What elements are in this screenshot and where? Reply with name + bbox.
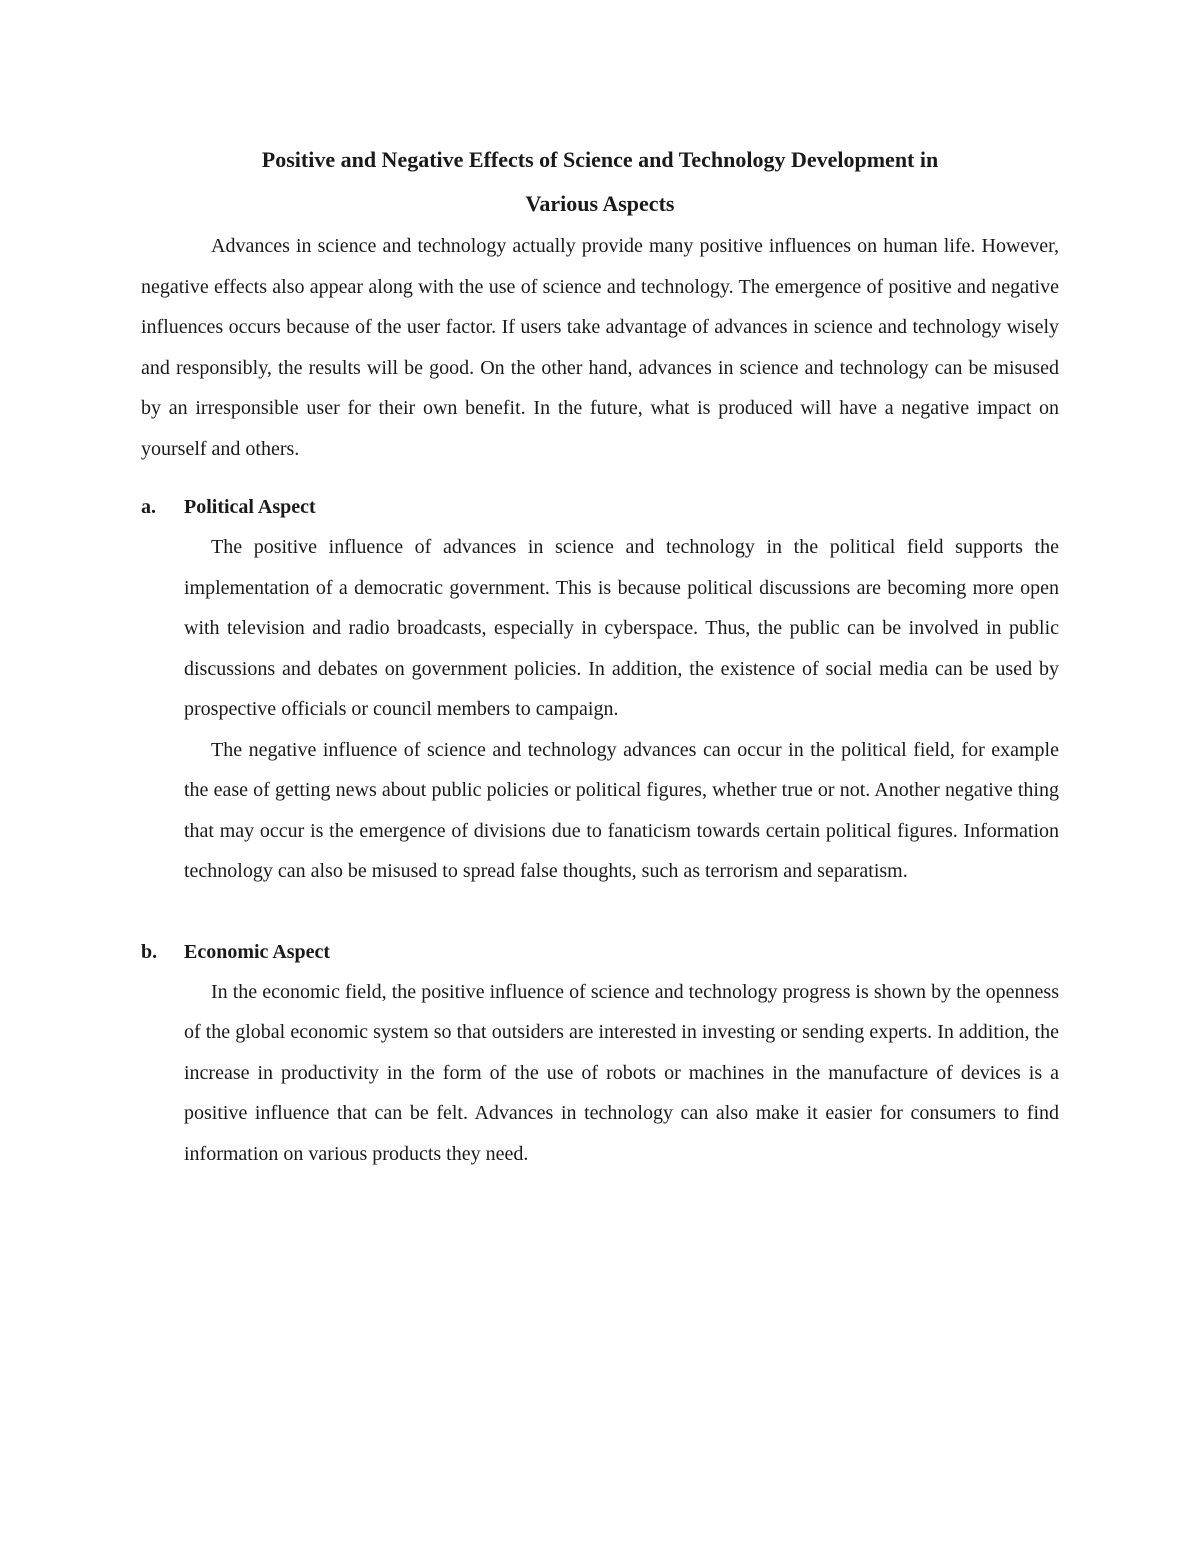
section-body <box>184 527 1059 892</box>
section-title: Political Aspect <box>184 496 316 518</box>
section-paragraph: The negative influence of science and technology advances can occur in the political field, for example the ease of getting news about public policies or political figures, whether true or not. Another negative thing that may occur is the emergence of divisions due to fanaticism towards certain political figures. Information technology can also be misused to spread false thoughts, such as terrorism and separatism. <box>184 738 1059 882</box>
section-political-aspect <box>141 487 1059 892</box>
section-heading <box>141 932 1059 972</box>
intro-paragraph: Advances in science and technology actually provide many positive influences on human life. However, negative effects also appear along with the use of science and technology. The emergence of positive and negative influences occurs because of the user factor. If users take advantage of advances in science and technology wisely and responsibly, the results will be good. On the other hand, advances in science and technology can be misused by an irresponsible user for their own benefit. In the future, what is produced will have a negative impact on yourself and others. <box>141 235 1059 460</box>
document-title <box>141 138 1059 226</box>
section-economic-aspect <box>141 932 1059 1175</box>
section-heading <box>141 487 1059 527</box>
document-page <box>141 138 1059 1174</box>
section-paragraph: In the economic field, the positive influence of science and technology progress is shown by the openness of the global economic system so that outsiders are interested in investing or sending experts. In addition, the increase in productivity in the form of the use of robots or machines in the manufacture of devices is a positive influence that can be felt. Advances in technology can also make it easier for consumers to find information on various products they need. <box>184 980 1059 1165</box>
section-paragraph: The positive influence of advances in science and technology in the political field supports the implementation of a democratic government. This is because political discussions are becoming more open with television and radio broadcasts, especially in cyberspace. Thus, the public can be involved in public discussions and debates on government policies. In addition, the existence of social media can be used by prospective officials or council members to campaign. <box>184 536 1059 720</box>
section-title: Economic Aspect <box>184 940 331 963</box>
section-letter: b. <box>141 940 158 963</box>
title-line-2: Various Aspects <box>525 191 675 216</box>
section-body <box>184 972 1059 1175</box>
title-line-1: Positive and Negative Effects of Science and Technology Development in <box>261 147 939 172</box>
section-letter: a. <box>141 496 156 518</box>
